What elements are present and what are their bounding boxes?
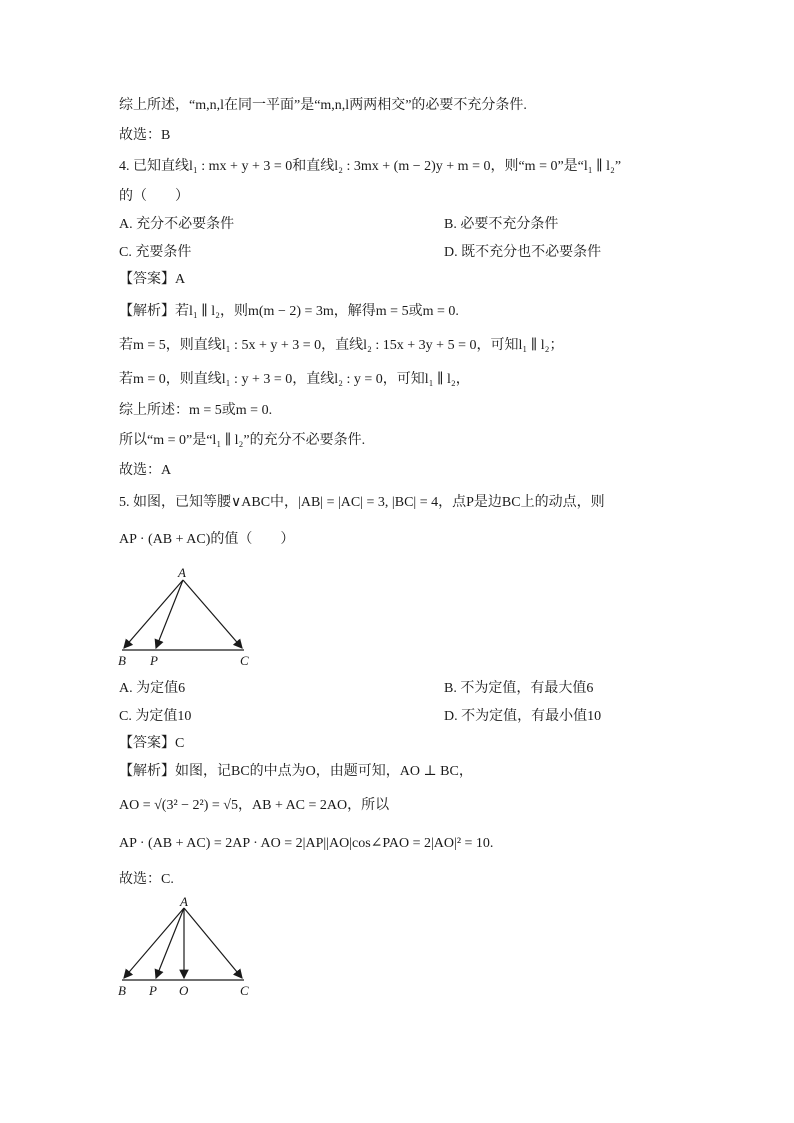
- question-5-stem-cont: AP · (AB + AC)的值（ ）: [119, 532, 295, 547]
- q4-answer: 【答案】A: [119, 272, 186, 287]
- q5-analysis-2: AO = √(3² − 2²) = √5，AB + AC = 2AO，所以: [119, 798, 390, 813]
- q4-analysis-4: 综上所述：m = 5或m = 0.: [119, 403, 273, 418]
- q5-analysis-1: 【解析】如图，记BC的中点为O，由题可知，AO ⊥ BC，: [119, 764, 473, 779]
- label-c: C: [240, 983, 249, 998]
- q5-option-d: D. 不为定值，有最小值10: [444, 709, 602, 724]
- label-b: B: [118, 653, 126, 668]
- summary-line: 综上所述，“m,n,l在同一平面”是“m,n,l两两相交”的必要不充分条件.: [119, 98, 527, 113]
- vector-ac: [183, 580, 242, 648]
- vector-ap: [156, 580, 183, 648]
- q4-analysis-1: 【解析】若l₁ ∥ l₂，则m(m − 2) = 3m，解得m = 5或m = 0.: [119, 304, 459, 319]
- vector-ab: [124, 580, 183, 648]
- vector-ap: [156, 908, 184, 978]
- q5-analysis-3: AP · (AB + AC) = 2AP · AO = 2|AP||AO|cos∠PAO = 2|AO|² = 10.: [119, 836, 494, 851]
- triangle-figure-1: [112, 562, 262, 672]
- q4-option-a: A. 充分不必要条件: [119, 217, 235, 232]
- q4-analysis-5: 所以“m = 0”是“l₁ ∥ l₂”的充分不必要条件.: [119, 433, 366, 448]
- label-a: A: [178, 565, 186, 580]
- q4-analysis-2: 若m = 5，则直线l₁ : 5x + y + 3 = 0，直线l₂ : 15x + 3y + 5 = 0，可知l₁ ∥ l₂；: [119, 338, 564, 353]
- q5-option-a: A. 为定值6: [119, 681, 186, 696]
- q4-option-b: B. 必要不充分条件: [444, 217, 559, 232]
- q4-choice: 故选：A: [119, 463, 172, 478]
- question-4-stem-cont: 的（ ）: [119, 189, 189, 204]
- q5-option-b: B. 不为定值，有最大值6: [444, 681, 594, 696]
- question-4-stem: 4. 已知直线l₁ : mx + y + 3 = 0和直线l₂ : 3mx + (m − 2)y + m = 0，则“m = 0”是“l₁ ∥ l₂”: [119, 159, 622, 174]
- vector-ac: [184, 908, 242, 978]
- label-a: A: [180, 894, 188, 909]
- q5-option-c: C. 为定值10: [119, 709, 192, 724]
- q4-option-c: C. 充要条件: [119, 245, 192, 260]
- q4-analysis-3: 若m = 0，则直线l₁ : y + 3 = 0，直线l₂ : y = 0，可知l₁ ∥ l₂，: [119, 372, 470, 387]
- label-c: C: [240, 653, 249, 668]
- label-o: O: [179, 983, 189, 998]
- label-p: P: [150, 653, 158, 668]
- q4-option-d: D. 既不充分也不必要条件: [444, 245, 602, 260]
- q5-answer: 【答案】C: [119, 736, 185, 751]
- q5-choice: 故选：C.: [119, 872, 174, 887]
- question-5-stem: 5. 如图，已知等腰∨ABC中，|AB| = |AC| = 3, |BC| = 4，点P是边BC上的动点，则: [119, 495, 605, 510]
- label-p: P: [149, 983, 157, 998]
- answer-choice-line: 故选：B: [119, 128, 171, 143]
- vector-ab: [124, 908, 184, 978]
- triangle-figure-2: [112, 894, 262, 1004]
- label-b: B: [118, 983, 126, 998]
